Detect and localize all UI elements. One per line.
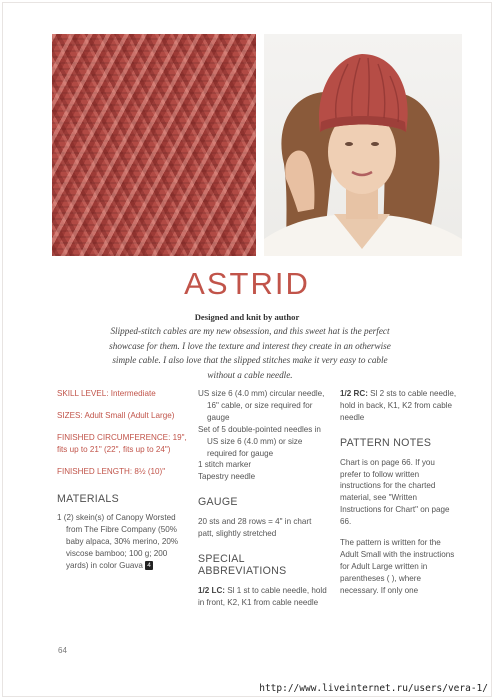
notes-heading: PATTERN NOTES xyxy=(340,436,432,449)
eye-left xyxy=(345,142,353,146)
column-specs xyxy=(57,388,187,572)
byline: Designed and knit by author xyxy=(194,312,300,322)
column-notes xyxy=(340,388,458,606)
model-hat-photo xyxy=(264,34,462,256)
eye-right xyxy=(371,142,379,146)
rc-label: 1/2 RC: xyxy=(340,389,368,398)
rc-text: Sl 2 sts to cable needle, hold in back, K1, K2 from cable needle xyxy=(340,389,457,422)
skill-value: Intermediate xyxy=(110,389,156,398)
lc-text: Sl 1 st to cable needle, hold in front, K2, K1 from cable needle xyxy=(198,585,327,607)
page-number: 64 xyxy=(58,646,67,655)
model-illustration xyxy=(264,34,462,256)
length-label: FINISHED LENGTH: xyxy=(57,466,133,476)
notes-paragraph-2: The pattern is written for the Adult Small with the instructions for Adult Large written in parentheses ( ), where necessary. If only one xyxy=(340,538,455,595)
gauge-text: 20 sts and 28 rows = 4" in chart patt, slightly stretched xyxy=(198,517,312,539)
length-value: 8½ (10)" xyxy=(134,466,166,476)
sizes xyxy=(57,410,187,422)
tapestry-needle: Tapestry needle xyxy=(198,472,256,482)
materials-heading: MATERIALS xyxy=(57,492,119,505)
finished-length xyxy=(57,466,187,478)
yarn-line xyxy=(57,512,187,572)
skill-label: SKILL LEVEL: xyxy=(57,389,109,398)
skill-level xyxy=(57,388,187,400)
pattern-title: ASTRID xyxy=(184,266,310,301)
circ-value: 19", fits up to 21" (22", fits up to 24") xyxy=(57,432,187,454)
circ-label: FINISHED CIRCUMFERENCE: xyxy=(57,432,171,442)
stitch-marker: 1 stitch marker xyxy=(198,460,252,470)
watermark-url: http://www.liveinternet.ru/users/vera-1/ xyxy=(259,683,488,694)
sizes-value: Adult Small (Adult Large) xyxy=(84,410,175,420)
yarn-weight-icon: 4 xyxy=(147,562,151,570)
rc-abbreviation xyxy=(340,388,458,424)
abbreviations-heading: SPECIAL ABBREVIATIONS xyxy=(198,552,287,577)
dpn-needles: Set of 5 double-pointed needles in US size 6 (4.0 mm) or size required for gauge xyxy=(198,424,321,458)
gauge-heading: GAUGE xyxy=(198,496,238,509)
yarn-text: 1 (2) skein(s) of Canopy Worsted from The Fibre Company (50% baby alpaca, 30% merino, 20% viscose bamboo; 100 g; 200 yards) in color Guava xyxy=(57,513,179,571)
finished-circumference xyxy=(57,432,187,456)
lc-abbreviation xyxy=(198,585,328,609)
knit-swatch-photo xyxy=(52,34,256,256)
intro-paragraph: Slipped-stitch cables are my new obsession, and this sweet hat is the perfect showcase for them. I love the texture and interest they create in an otherwise simple cable. I also love that the slipped stitches make it very easy to cable without a cable needle. xyxy=(109,326,391,380)
notes-paragraph-1: Chart is on page 66. If you prefer to follow written instructions for the charted material, see "Written Instructions for Chart" on page 66. xyxy=(340,457,450,527)
sizes-label: SIZES: xyxy=(57,410,83,420)
lc-label: 1/2 LC: xyxy=(198,585,225,595)
circ-needle: US size 6 (4.0 mm) circular needle, 16" cable, or size required for gauge xyxy=(198,389,325,422)
column-tools xyxy=(198,388,328,618)
